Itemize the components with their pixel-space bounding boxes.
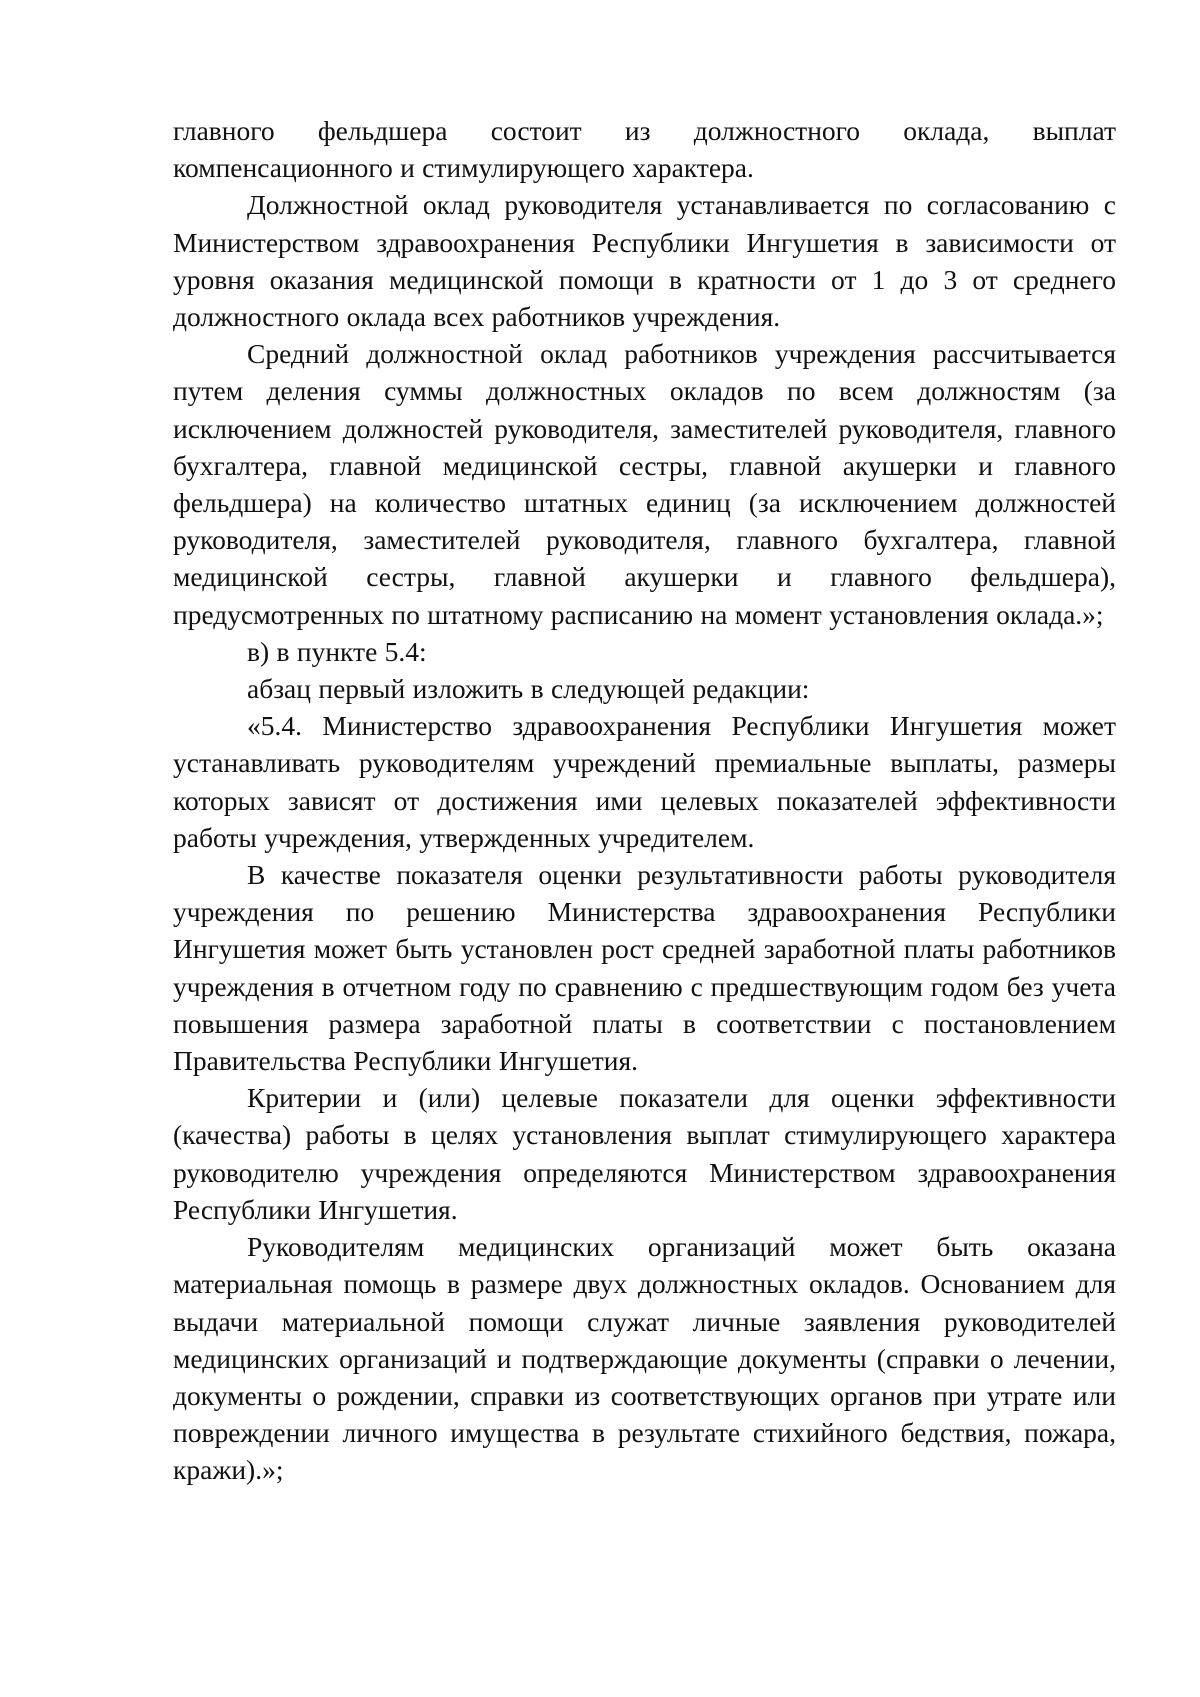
paragraph-material-aid: Руководителям медицинских организаций может быть оказана материальная помощь в размере двух должностных окладов. Основанием для выдачи материальной помощи служат личные заявления руководителей медицинских организаций и подтверждающие документы (справки о лечении, документы о рождении, справки из соответствующих органов при утрате или повреждении личного имущества в результате стихийного бедствия, пожара, кражи).»;: [173, 1231, 1116, 1486]
paragraph-head-salary: Должностной оклад руководителя устанавливается по согласованию с Министерством здравоохранения Республики Ингушетия в зависимости от уровня оказания медицинской помощи в кратности от 1 до 3 от среднего должностного оклада всех работников учреждения.: [173, 189, 1116, 333]
paragraph-performance-indicator: В качестве показателя оценки результативности работы руководителя учреждения по решению Министерства здравоохранения Республики Ингушетия может быть установлен рост средней заработной платы работников учреждения в отчетном году по сравнению с предшествующим годом без учета повышения размера заработной платы в соответствии с постановлением Правительства Республики Ингушетия.: [173, 859, 1116, 1077]
paragraph-criteria: Критерии и (или) целевые показатели для оценки эффективности (качества) работы в целях установления выплат стимулирующего характера руководителю учреждения определяются Министерством здравоохранения Республики Ингушетия.: [173, 1082, 1116, 1225]
paragraph-first-abzac: абзац первый изложить в следующей редакции:: [247, 673, 810, 705]
paragraph-item-v: в) в пункте 5.4:: [247, 635, 427, 667]
paragraph-average-salary: Средний должностной оклад работников учреждения рассчитывается путем деления суммы должностных окладов по всем должностям (за исключением должностей руководителя, заместителей руководителя, главного бухгалтера, главной медицинской сестры, главной акушерки и главного фельдшера) на количество штатных единиц (за исключением должностей руководителя, заместителей руководителя, главного бухгалтера, главной медицинской сестры, главной акушерки и главного фельдшера), предусмотренных по штатному расписанию на момент установления оклада.»;: [173, 338, 1116, 630]
document-page: [173, 112, 1116, 1489]
paragraph-5-4: «5.4. Министерство здравоохранения Республики Ингушетия может устанавливать руководителям учреждений премиальные выплаты, размеры которых зависят от достижения ими целевых показателей эффективности работы учреждения, утвержденных учредителем.: [173, 710, 1116, 853]
paragraph-continuation: главного фельдшера состоит из должностного оклада, выплат компенсационного и стимулирующего характера.: [173, 115, 1116, 184]
